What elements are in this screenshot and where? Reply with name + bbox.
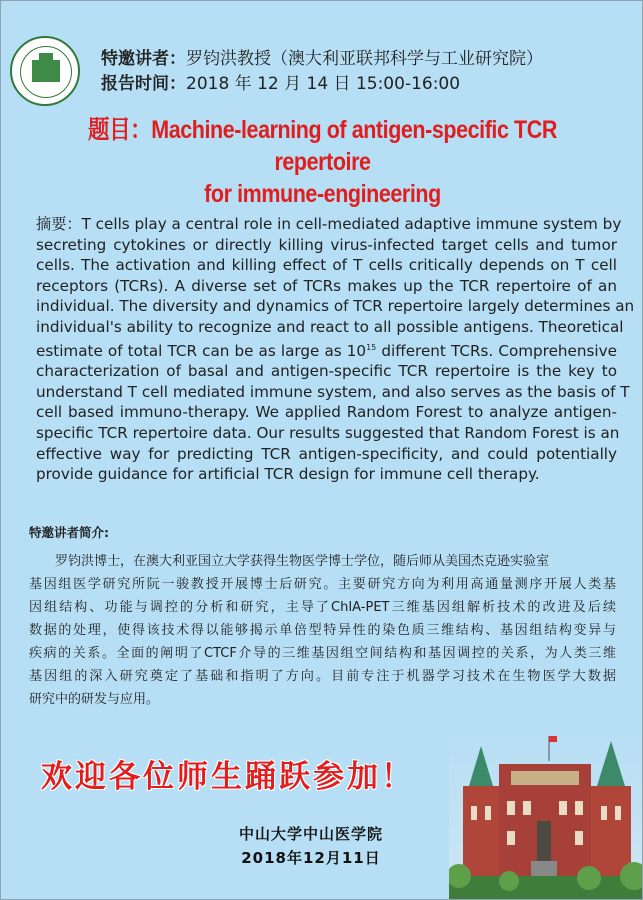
abstract-line: understand T cell mediated immune system, and also serves as the basis of T <box>36 382 630 401</box>
building-photo <box>449 726 643 900</box>
speaker-name: 罗钧洪教授（澳大利亚联邦科学与工业研究院） <box>186 49 543 69</box>
exponent: 15 <box>366 342 377 352</box>
abstract-line: 摘要：T cells play a central role in cell-mediated adaptive immune system by <box>36 215 622 233</box>
organizer: 中山大学中山医学院 <box>238 825 383 843</box>
bio-line: 研究中的研发与应用。 <box>29 692 160 707</box>
time-label: 报告时间： <box>101 74 186 94</box>
abstract-line: individual. The diversity and dynamics of TCR repertoire largely determines an <box>36 297 635 316</box>
talk-time: 2018 年 12 月 14 日 15:00-16:00 <box>186 74 461 94</box>
welcome-banner: 欢迎各位师生踊跃参加！ <box>41 759 415 795</box>
bio-line: 基因组的深入研究奠定了基础和指明了方向。目前专注于机器学习技术在生物医学大数据 <box>29 669 616 684</box>
speaker-line <box>101 44 543 69</box>
abstract <box>36 214 635 485</box>
abstract-line: effective way for predicting TCR antigen-specificity, and could potentially <box>36 444 617 463</box>
abstract-line: characterization of basal and antigen-specific TCR repertoire is the key to <box>36 362 617 381</box>
abstract-line: receptors (TCRs). A diverse set of TCRs makes up the TCR repertoire of an <box>36 276 617 295</box>
bio-heading: 特邀讲者简介: <box>29 525 109 540</box>
title-line: for immune-engineering <box>204 180 441 208</box>
abstract-line <box>36 338 617 362</box>
bio-line: 基因组医学研究所阮一骏教授开展博士后研究。主要研究方向为利用高通量测序开展人类基 <box>29 577 616 592</box>
abstract-line: cell based immuno-therapy. We applied Random Forest to analyze antigen- <box>36 403 617 422</box>
time-line <box>101 69 460 94</box>
university-logo <box>10 36 80 106</box>
talk-title <box>46 114 599 210</box>
abstract-line: secreting cytokines or directly killing virus-infected target cells and tumor <box>36 235 617 254</box>
bio-line: 数据的处理，使得该技术得以能够揭示单倍型特异性的染色质三维结构、基因组结构变异与 <box>29 623 616 638</box>
abstract-text: different TCRs. Comprehensive <box>376 341 617 360</box>
abstract-text: estimate of total TCR can be as large as 10 <box>36 341 367 360</box>
speaker-bio <box>29 550 616 711</box>
speaker-label: 特邀讲者： <box>101 49 186 69</box>
title-line: 题目：Machine-learning of antigen-specific TCR repertoire <box>88 116 557 176</box>
abstract-line: cells. The activation and killing effect of T cells critically depends on T cell <box>36 256 617 275</box>
abstract-line: specific TCR repertoire data. Our results suggested that Random Forest is an <box>36 424 620 442</box>
abstract-line: provide guidance for artificial TCR design for immune cell therapy. <box>36 465 540 484</box>
bio-line: 因组结构、功能与调控的分析和研究，主导了ChIA-PET三维基因组解析技术的改进及后续 <box>29 600 616 615</box>
poster-date: 2018年12月11日 <box>241 849 381 867</box>
abstract-line: individual's ability to recognize and react to all possible antigens. Theoretical <box>36 317 624 336</box>
bio-line: 罗钧洪博士，在澳大利亚国立大学获得生物医学博士学位，随后师从美国杰克逊实验室 <box>29 554 550 569</box>
bio-line: 疾病的关系。全面的阐明了CTCF介导的三维基因组空间结构和基因调控的关系，为人类三维 <box>29 646 616 661</box>
